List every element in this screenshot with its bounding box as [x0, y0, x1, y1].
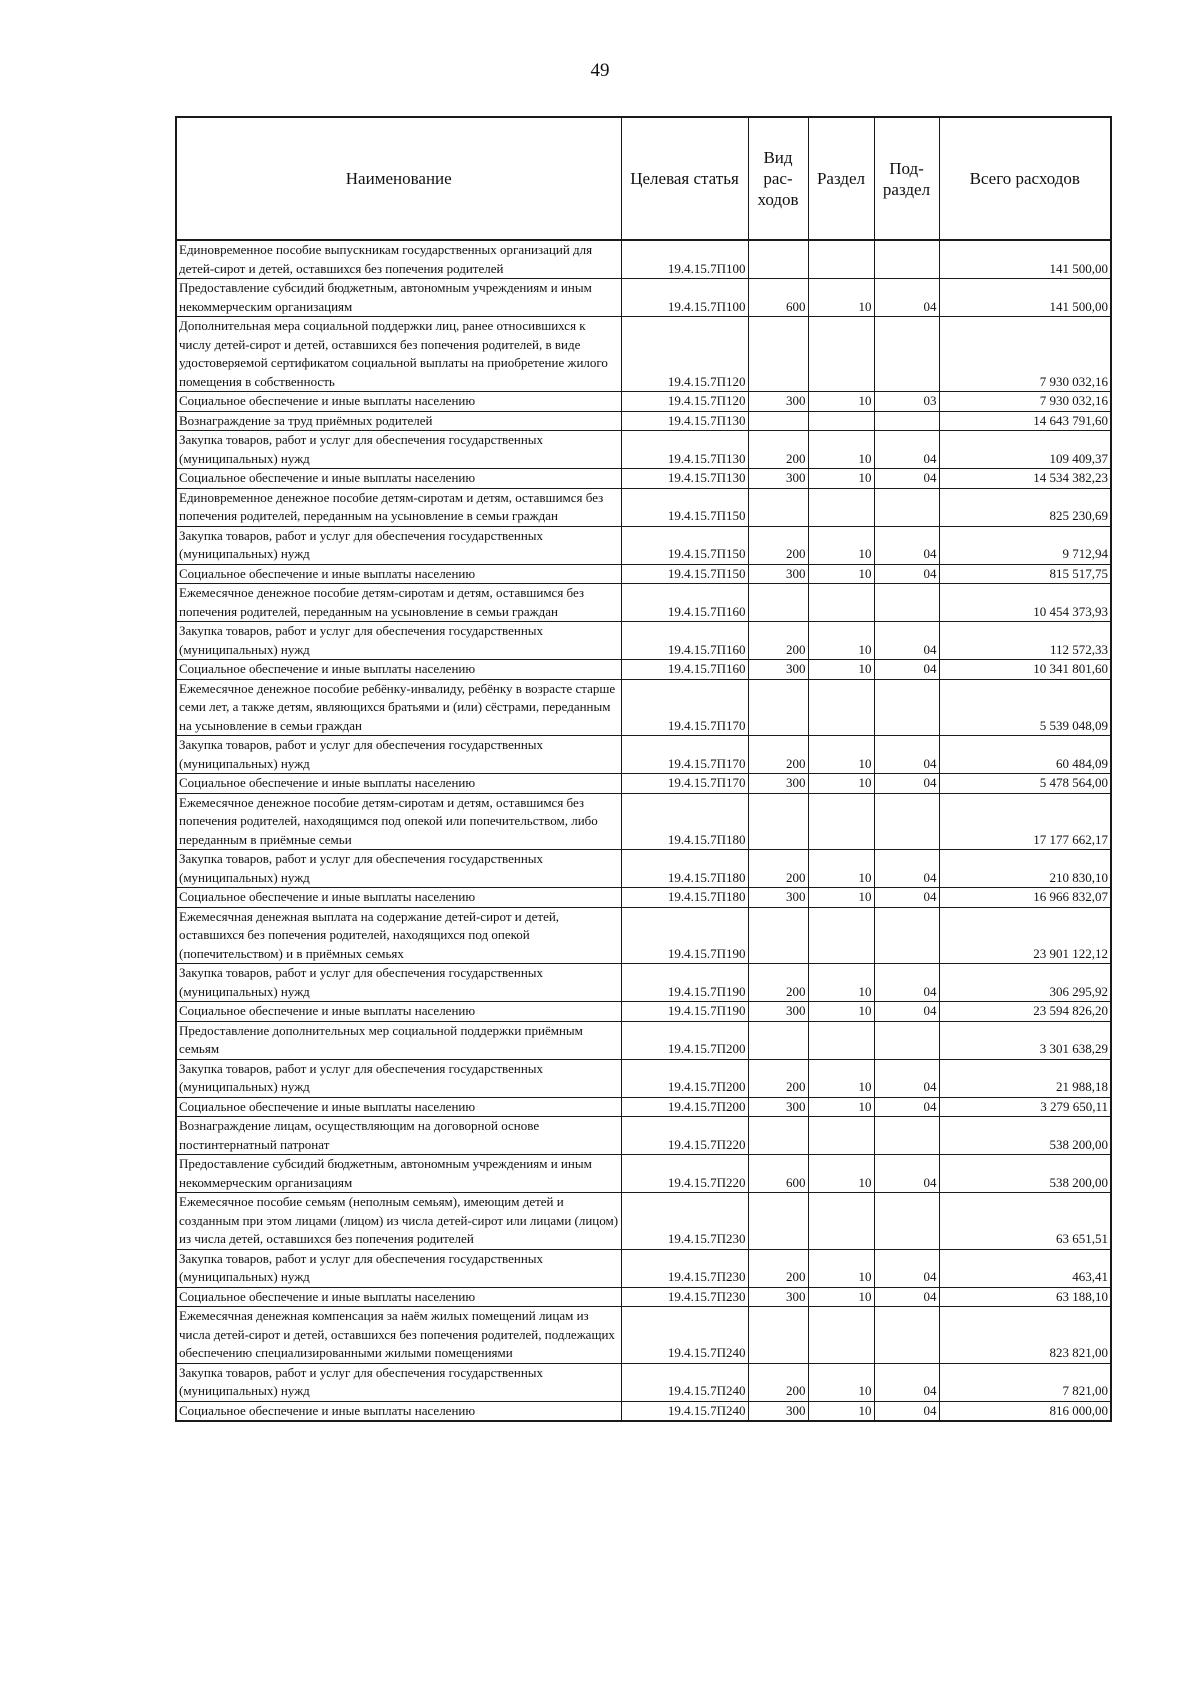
cell-total: 7 930 032,16	[939, 317, 1111, 392]
cell-podrazdel	[874, 240, 939, 279]
table-row	[176, 1155, 1111, 1193]
table-row	[176, 736, 1111, 774]
table-row	[176, 526, 1111, 564]
cell-total: 538 200,00	[939, 1155, 1111, 1193]
cell-razdel: 10	[808, 469, 874, 489]
cell-podrazdel: 04	[874, 1097, 939, 1117]
header-podrazdel: Под-раздел	[874, 117, 939, 240]
header-total: Всего расходов	[939, 117, 1111, 240]
cell-vid	[748, 907, 808, 964]
cell-total: 7 930 032,16	[939, 392, 1111, 412]
table-row	[176, 1249, 1111, 1287]
cell-razdel: 10	[808, 526, 874, 564]
table-body	[176, 240, 1111, 1421]
cell-vid: 300	[748, 1287, 808, 1307]
cell-razdel: 10	[808, 1401, 874, 1421]
table-row	[176, 1021, 1111, 1059]
cell-name: Дополнительная мера социальной поддержки лиц, ранее относившихся к числу детей-сирот и детей, оставшихся без попечения родителей, в виде удостоверяемой сертификатом социальной выплаты на приобретение жилого помещения в собственность	[176, 317, 621, 392]
cell-code: 19.4.15.7П150	[621, 526, 748, 564]
budget-table	[175, 116, 1112, 1422]
cell-vid	[748, 1117, 808, 1155]
cell-name: Закупка товаров, работ и услуг для обеспечения государственных (муниципальных) нужд	[176, 850, 621, 888]
cell-code: 19.4.15.7П240	[621, 1307, 748, 1364]
cell-code: 19.4.15.7П190	[621, 1002, 748, 1022]
cell-vid: 300	[748, 1401, 808, 1421]
table-row	[176, 1287, 1111, 1307]
cell-total: 16 966 832,07	[939, 888, 1111, 908]
cell-vid: 200	[748, 736, 808, 774]
cell-total: 63 188,10	[939, 1287, 1111, 1307]
cell-vid	[748, 679, 808, 736]
cell-name: Ежемесячная денежная выплата на содержание детей-сирот и детей, оставшихся без попечения родителей, находящихся под опекой (попечительством) и в приёмных семьях	[176, 907, 621, 964]
cell-name: Предоставление субсидий бюджетным, автономным учреждениям и иным некоммерческим организациям	[176, 279, 621, 317]
cell-podrazdel	[874, 1117, 939, 1155]
cell-podrazdel: 04	[874, 964, 939, 1002]
cell-name: Ежемесячное денежное пособие детям-сиротам и детям, оставшимся без попечения родителей, находящимся под опекой или попечительством, либо переданным в приёмные семьи	[176, 793, 621, 850]
cell-razdel: 10	[808, 1287, 874, 1307]
cell-vid	[748, 1307, 808, 1364]
table-row	[176, 888, 1111, 908]
cell-razdel	[808, 907, 874, 964]
cell-code: 19.4.15.7П150	[621, 488, 748, 526]
cell-vid	[748, 488, 808, 526]
cell-total: 112 572,33	[939, 622, 1111, 660]
cell-podrazdel	[874, 411, 939, 431]
cell-vid: 200	[748, 431, 808, 469]
table-row	[176, 1401, 1111, 1421]
cell-total: 14 534 382,23	[939, 469, 1111, 489]
cell-name: Закупка товаров, работ и услуг для обеспечения государственных (муниципальных) нужд	[176, 736, 621, 774]
cell-name: Социальное обеспечение и иные выплаты населению	[176, 469, 621, 489]
cell-code: 19.4.15.7П220	[621, 1117, 748, 1155]
cell-total: 3 279 650,11	[939, 1097, 1111, 1117]
cell-total: 109 409,37	[939, 431, 1111, 469]
cell-name: Предоставление субсидий бюджетным, автономным учреждениям и иным некоммерческим организациям	[176, 1155, 621, 1193]
cell-vid: 200	[748, 964, 808, 1002]
cell-podrazdel: 04	[874, 622, 939, 660]
cell-razdel	[808, 1193, 874, 1250]
cell-vid	[748, 1021, 808, 1059]
cell-vid	[748, 317, 808, 392]
cell-podrazdel	[874, 1193, 939, 1250]
cell-total: 7 821,00	[939, 1363, 1111, 1401]
table-row	[176, 679, 1111, 736]
cell-podrazdel: 04	[874, 1249, 939, 1287]
cell-vid: 200	[748, 850, 808, 888]
table-row	[176, 964, 1111, 1002]
cell-vid: 300	[748, 774, 808, 794]
cell-code: 19.4.15.7П240	[621, 1401, 748, 1421]
table-row	[176, 1002, 1111, 1022]
cell-razdel	[808, 317, 874, 392]
table-row	[176, 392, 1111, 412]
cell-total: 21 988,18	[939, 1059, 1111, 1097]
table-row	[176, 240, 1111, 279]
cell-name: Вознаграждение лицам, осуществляющим на договорной основе постинтернатный патронат	[176, 1117, 621, 1155]
cell-code: 19.4.15.7П130	[621, 469, 748, 489]
cell-total: 14 643 791,60	[939, 411, 1111, 431]
cell-code: 19.4.15.7П190	[621, 907, 748, 964]
table-row	[176, 660, 1111, 680]
cell-razdel: 10	[808, 850, 874, 888]
cell-total: 60 484,09	[939, 736, 1111, 774]
cell-name: Единовременное пособие выпускникам государственных организаций для детей-сирот и детей, оставшихся без попечения родителей	[176, 240, 621, 279]
cell-code: 19.4.15.7П180	[621, 850, 748, 888]
cell-code: 19.4.15.7П160	[621, 584, 748, 622]
cell-code: 19.4.15.7П150	[621, 564, 748, 584]
cell-code: 19.4.15.7П130	[621, 431, 748, 469]
cell-razdel	[808, 411, 874, 431]
cell-vid: 200	[748, 526, 808, 564]
cell-total: 10 454 373,93	[939, 584, 1111, 622]
cell-vid: 300	[748, 469, 808, 489]
cell-name: Закупка товаров, работ и услуг для обеспечения государственных (муниципальных) нужд	[176, 526, 621, 564]
cell-razdel: 10	[808, 1155, 874, 1193]
cell-vid: 200	[748, 1249, 808, 1287]
cell-razdel: 10	[808, 888, 874, 908]
cell-podrazdel: 04	[874, 1401, 939, 1421]
cell-razdel: 10	[808, 431, 874, 469]
cell-podrazdel	[874, 1021, 939, 1059]
cell-total: 10 341 801,60	[939, 660, 1111, 680]
cell-podrazdel: 04	[874, 1059, 939, 1097]
table-row	[176, 1363, 1111, 1401]
cell-total: 306 295,92	[939, 964, 1111, 1002]
cell-code: 19.4.15.7П120	[621, 317, 748, 392]
cell-vid	[748, 240, 808, 279]
table-row	[176, 469, 1111, 489]
cell-code: 19.4.15.7П170	[621, 679, 748, 736]
cell-razdel: 10	[808, 1097, 874, 1117]
cell-razdel	[808, 1307, 874, 1364]
table-row	[176, 793, 1111, 850]
cell-razdel	[808, 240, 874, 279]
cell-podrazdel: 04	[874, 1287, 939, 1307]
cell-podrazdel	[874, 488, 939, 526]
cell-code: 19.4.15.7П160	[621, 622, 748, 660]
table-row	[176, 317, 1111, 392]
cell-vid: 200	[748, 1363, 808, 1401]
cell-razdel: 10	[808, 964, 874, 1002]
cell-total: 141 500,00	[939, 279, 1111, 317]
cell-name: Социальное обеспечение и иные выплаты населению	[176, 660, 621, 680]
table-row	[176, 907, 1111, 964]
cell-total: 9 712,94	[939, 526, 1111, 564]
cell-podrazdel: 04	[874, 526, 939, 564]
cell-total: 5 478 564,00	[939, 774, 1111, 794]
cell-code: 19.4.15.7П230	[621, 1287, 748, 1307]
cell-razdel	[808, 679, 874, 736]
cell-vid: 300	[748, 888, 808, 908]
cell-name: Предоставление дополнительных мер социальной поддержки приёмным семьям	[176, 1021, 621, 1059]
cell-podrazdel: 04	[874, 660, 939, 680]
cell-razdel: 10	[808, 660, 874, 680]
cell-name: Социальное обеспечение и иные выплаты населению	[176, 392, 621, 412]
cell-total: 17 177 662,17	[939, 793, 1111, 850]
cell-code: 19.4.15.7П180	[621, 888, 748, 908]
cell-razdel: 10	[808, 564, 874, 584]
cell-razdel: 10	[808, 279, 874, 317]
cell-code: 19.4.15.7П170	[621, 736, 748, 774]
table-row	[176, 850, 1111, 888]
cell-razdel: 10	[808, 1059, 874, 1097]
cell-podrazdel: 04	[874, 469, 939, 489]
header-code: Целевая статья	[621, 117, 748, 240]
cell-code: 19.4.15.7П190	[621, 964, 748, 1002]
cell-name: Социальное обеспечение и иные выплаты населению	[176, 1097, 621, 1117]
header-razdel: Раздел	[808, 117, 874, 240]
table-row	[176, 1117, 1111, 1155]
cell-code: 19.4.15.7П160	[621, 660, 748, 680]
cell-name: Закупка товаров, работ и услуг для обеспечения государственных (муниципальных) нужд	[176, 1249, 621, 1287]
table-row	[176, 1097, 1111, 1117]
cell-vid: 200	[748, 622, 808, 660]
cell-name: Закупка товаров, работ и услуг для обеспечения государственных (муниципальных) нужд	[176, 1363, 621, 1401]
cell-total: 141 500,00	[939, 240, 1111, 279]
cell-total: 63 651,51	[939, 1193, 1111, 1250]
cell-vid: 200	[748, 1059, 808, 1097]
cell-razdel	[808, 1117, 874, 1155]
cell-code: 19.4.15.7П170	[621, 774, 748, 794]
cell-name: Закупка товаров, работ и услуг для обеспечения государственных (муниципальных) нужд	[176, 431, 621, 469]
cell-name: Социальное обеспечение и иные выплаты населению	[176, 1287, 621, 1307]
cell-code: 19.4.15.7П230	[621, 1193, 748, 1250]
cell-podrazdel: 04	[874, 1363, 939, 1401]
cell-razdel: 10	[808, 774, 874, 794]
cell-razdel: 10	[808, 736, 874, 774]
cell-name: Социальное обеспечение и иные выплаты населению	[176, 888, 621, 908]
table-row	[176, 1193, 1111, 1250]
cell-name: Социальное обеспечение и иные выплаты населению	[176, 1002, 621, 1022]
cell-razdel: 10	[808, 1363, 874, 1401]
cell-code: 19.4.15.7П100	[621, 240, 748, 279]
cell-code: 19.4.15.7П130	[621, 411, 748, 431]
cell-code: 19.4.15.7П200	[621, 1021, 748, 1059]
table-header-row	[176, 117, 1111, 240]
cell-vid: 300	[748, 1097, 808, 1117]
cell-vid: 600	[748, 279, 808, 317]
cell-razdel	[808, 488, 874, 526]
cell-total: 23 594 826,20	[939, 1002, 1111, 1022]
cell-podrazdel	[874, 679, 939, 736]
cell-name: Социальное обеспечение и иные выплаты населению	[176, 774, 621, 794]
page-number: 49	[590, 60, 610, 81]
cell-razdel: 10	[808, 622, 874, 660]
cell-podrazdel	[874, 317, 939, 392]
cell-total: 5 539 048,09	[939, 679, 1111, 736]
table-row	[176, 488, 1111, 526]
cell-code: 19.4.15.7П200	[621, 1059, 748, 1097]
cell-razdel	[808, 584, 874, 622]
cell-name: Закупка товаров, работ и услуг для обеспечения государственных (муниципальных) нужд	[176, 964, 621, 1002]
cell-razdel	[808, 793, 874, 850]
cell-total: 23 901 122,12	[939, 907, 1111, 964]
cell-vid	[748, 584, 808, 622]
cell-name: Ежемесячное денежное пособие детям-сиротам и детям, оставшимся без попечения родителей, переданным на усыновление в семьи граждан	[176, 584, 621, 622]
cell-code: 19.4.15.7П100	[621, 279, 748, 317]
cell-vid: 300	[748, 1002, 808, 1022]
cell-vid	[748, 1193, 808, 1250]
cell-podrazdel: 04	[874, 774, 939, 794]
table-row	[176, 279, 1111, 317]
cell-code: 19.4.15.7П240	[621, 1363, 748, 1401]
cell-name: Закупка товаров, работ и услуг для обеспечения государственных (муниципальных) нужд	[176, 622, 621, 660]
cell-podrazdel	[874, 1307, 939, 1364]
cell-total: 3 301 638,29	[939, 1021, 1111, 1059]
cell-vid: 300	[748, 660, 808, 680]
cell-total: 823 821,00	[939, 1307, 1111, 1364]
cell-podrazdel: 04	[874, 279, 939, 317]
cell-name: Ежемесячная денежная компенсация за наём жилых помещений лицам из числа детей-сирот и детей, оставшихся без попечения родителей, подлежащих обеспечению специализированными жилыми помещениями	[176, 1307, 621, 1364]
cell-podrazdel: 04	[874, 1002, 939, 1022]
cell-vid: 600	[748, 1155, 808, 1193]
table-row	[176, 584, 1111, 622]
cell-code: 19.4.15.7П230	[621, 1249, 748, 1287]
cell-podrazdel: 04	[874, 736, 939, 774]
cell-name: Закупка товаров, работ и услуг для обеспечения государственных (муниципальных) нужд	[176, 1059, 621, 1097]
cell-name: Вознаграждение за труд приёмных родителей	[176, 411, 621, 431]
cell-podrazdel: 03	[874, 392, 939, 412]
header-name: Наименование	[176, 117, 621, 240]
cell-podrazdel: 04	[874, 564, 939, 584]
header-vid: Вид рас-ходов	[748, 117, 808, 240]
cell-code: 19.4.15.7П120	[621, 392, 748, 412]
table-row	[176, 1059, 1111, 1097]
cell-total: 815 517,75	[939, 564, 1111, 584]
cell-name: Единовременное денежное пособие детям-сиротам и детям, оставшимся без попечения родителей, переданным на усыновление в семьи граждан	[176, 488, 621, 526]
cell-razdel	[808, 1021, 874, 1059]
cell-name: Ежемесячное пособие семьям (неполным семьям), имеющим детей и созданным при этом лицами (лицом) из числа детей-сирот или лицами (лицом) из числа детей, оставшихся без попечения родителей	[176, 1193, 621, 1250]
cell-name: Ежемесячное денежное пособие ребёнку-инвалиду, ребёнку в возрасте старше семи лет, а также детям, являющихся братьями и (или) сёстрами, переданным на усыновление в семьи граждан	[176, 679, 621, 736]
cell-vid	[748, 411, 808, 431]
cell-total: 463,41	[939, 1249, 1111, 1287]
cell-name: Социальное обеспечение и иные выплаты населению	[176, 1401, 621, 1421]
cell-total: 816 000,00	[939, 1401, 1111, 1421]
cell-podrazdel	[874, 793, 939, 850]
cell-vid	[748, 793, 808, 850]
cell-code: 19.4.15.7П220	[621, 1155, 748, 1193]
cell-total: 825 230,69	[939, 488, 1111, 526]
cell-razdel: 10	[808, 392, 874, 412]
table-row	[176, 1307, 1111, 1364]
table-row	[176, 564, 1111, 584]
cell-podrazdel: 04	[874, 431, 939, 469]
cell-podrazdel	[874, 584, 939, 622]
cell-total: 538 200,00	[939, 1117, 1111, 1155]
cell-podrazdel: 04	[874, 1155, 939, 1193]
table-row	[176, 622, 1111, 660]
table-row	[176, 411, 1111, 431]
cell-code: 19.4.15.7П200	[621, 1097, 748, 1117]
cell-podrazdel	[874, 907, 939, 964]
cell-vid: 300	[748, 392, 808, 412]
cell-total: 210 830,10	[939, 850, 1111, 888]
cell-razdel: 10	[808, 1249, 874, 1287]
cell-vid: 300	[748, 564, 808, 584]
cell-podrazdel: 04	[874, 888, 939, 908]
cell-code: 19.4.15.7П180	[621, 793, 748, 850]
table-row	[176, 431, 1111, 469]
cell-razdel: 10	[808, 1002, 874, 1022]
cell-name: Социальное обеспечение и иные выплаты населению	[176, 564, 621, 584]
cell-podrazdel: 04	[874, 850, 939, 888]
table-row	[176, 774, 1111, 794]
